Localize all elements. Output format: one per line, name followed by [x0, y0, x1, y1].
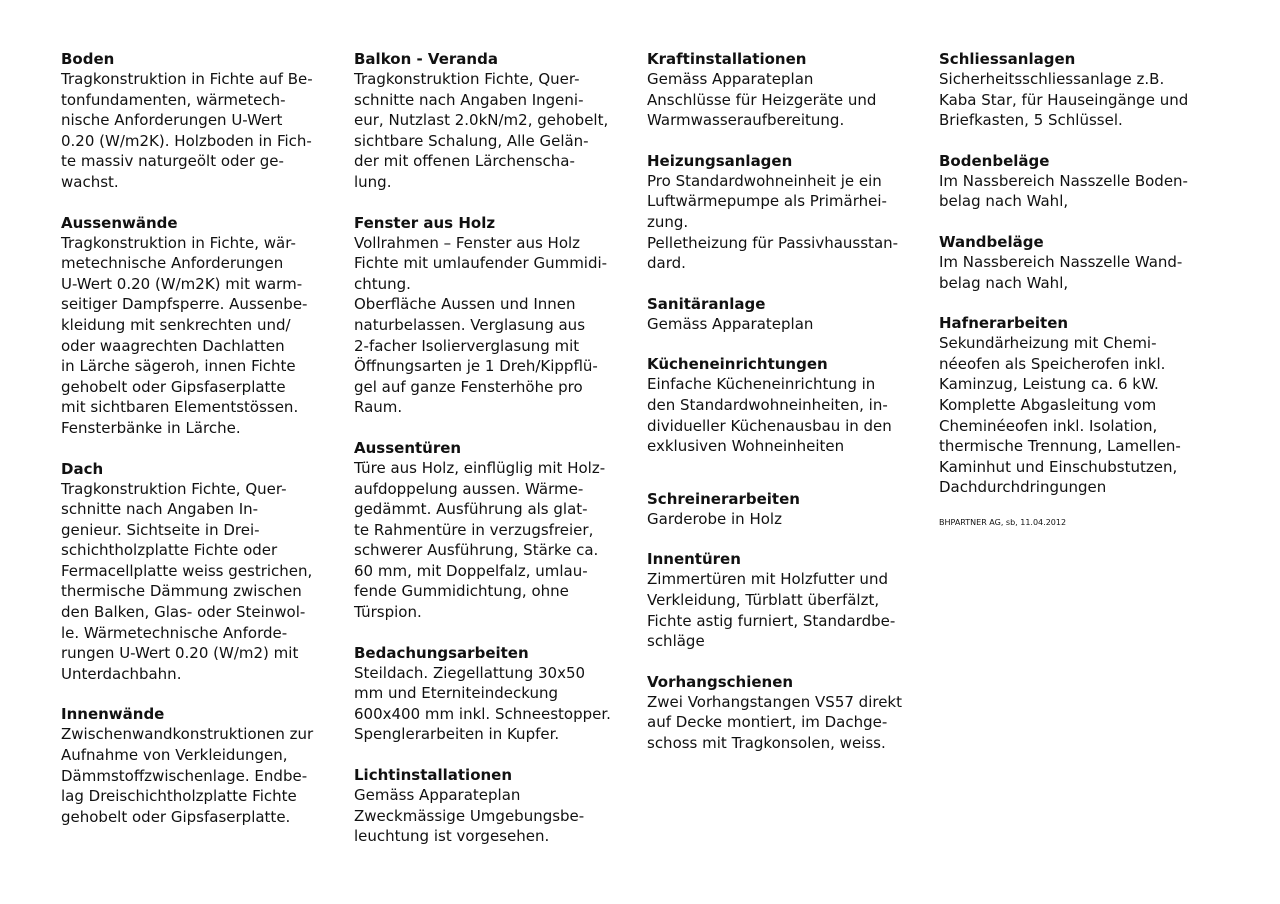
- section-title: Bodenbeläge: [939, 151, 1050, 170]
- section-title: Sanitäranlage: [647, 294, 766, 313]
- section-fenster: [354, 213, 634, 418]
- section-title: Hafnerarbeiten: [939, 314, 1069, 333]
- footer-note: BHPARTNER AG, sb, 11.04.2012: [939, 517, 1067, 527]
- section-boden: [61, 49, 341, 193]
- section-text: Zwischenwandkonstruktionen zur Aufnahme von Verkleidungen, Dämmstoffzwischenlage. Endbe- lag Dreischichtholzplatte Fichte gehobelt oder Gipsfaserplatte.: [61, 725, 314, 826]
- section-title: Balkon - Veranda: [354, 50, 498, 68]
- section-text: Garderobe in Holz: [647, 509, 782, 528]
- section-title: Lichtinstallationen: [354, 766, 513, 785]
- section-title: Wandbeläge: [939, 232, 1044, 251]
- section-text: Pro Standardwohneinheit je ein Luftwärmepumpe als Primärhei- zung. Pelletheizung für Passivhausstan- dard.: [647, 171, 899, 273]
- section-innentueren: [647, 549, 927, 651]
- column-4: [939, 49, 1229, 528]
- column-2: [354, 49, 634, 867]
- section-title: Kraftinstallationen: [647, 50, 807, 68]
- section-text: Sekundärheizung mit Chemi- néeofen als Speicherofen inkl. Kaminzug, Leistung ca. 6 kW. Komplette Abgasleitung vom Cheminéeofen inkl. Isolation, thermische Trennung, Lamellen- Kaminhut und Einschubstutzen, Dachdurchdringungen: [939, 334, 1181, 497]
- section-text: Steildach. Ziegellattung 30x50 mm und Eterniteindeckung 600x400 mm inkl. Schneestopper. Spenglerarbeiten in Kupfer.: [354, 663, 611, 744]
- section-kraftinstallationen: [647, 49, 927, 131]
- section-hafnerarbeiten: [939, 313, 1229, 498]
- section-lichtinstallationen: [354, 765, 634, 847]
- section-bedachungsarbeiten: [354, 643, 634, 745]
- section-schliessanlagen: [939, 49, 1229, 131]
- section-text: Im Nassbereich Nasszelle Boden- belag nach Wahl,: [939, 171, 1188, 211]
- section-title: Dach: [61, 459, 104, 478]
- section-text: Vollrahmen – Fenster aus Holz Fichte mit umlaufender Gummidi- chtung. Oberfläche Aussen und Innen naturbelassen. Verglasung aus 2-facher Isolierverglasung mit Öffnungsarten je 1 Dreh/Kippflü- gel auf ganze Fensterhöhe pro Raum.: [354, 233, 608, 417]
- section-text: Gemäss Apparateplan: [647, 314, 814, 333]
- section-text: Zwei Vorhangstangen VS57 direkt auf Decke montiert, im Dachge- schoss mit Tragkonsolen, weiss.: [647, 692, 902, 752]
- section-heizungsanlagen: [647, 151, 927, 274]
- section-title: Aussenwände: [61, 213, 178, 232]
- section-title: Boden: [61, 50, 115, 68]
- section-title: Innenwände: [61, 705, 165, 724]
- section-title: Schliessanlagen: [939, 50, 1076, 68]
- section-aussenwaende: [61, 213, 341, 439]
- section-text: Tragkonstruktion Fichte, Quer- schnitte nach Angaben In- genieur. Sichtseite in Drei- schichtholzplatte Fichte oder Fermacellplatte weiss gestrichen, thermische Dämmung zwischen den Balken, Glas- oder Steinwol- le. Wärmetechnische Anforde- rungen U-Wert 0.20 (W/m2) mit Unterdachbahn.: [61, 479, 313, 683]
- section-bodenbelaege: [939, 151, 1229, 212]
- column-1: [61, 49, 341, 847]
- section-text: Gemäss Apparateplan Zweckmässige Umgebungsbe- leuchtung ist vorgesehen.: [354, 786, 585, 846]
- section-text: Tragkonstruktion in Fichte, wär- metechnische Anforderungen U-Wert 0.20 (W/m2K) mit warm- seitiger Dampfsperre. Aussenbe- kleidung mit senkrechten und/ oder waagrechten Dachlatten in Lärche sägeroh, innen Fichte gehobelt oder Gipsfaserplatte mit sichtbaren Elementstössen. Fensterbänke in Lärche.: [61, 233, 308, 437]
- section-balkon-veranda: [354, 49, 634, 193]
- section-title: Kücheneinrichtungen: [647, 355, 828, 374]
- section-text: Sicherheitsschliessanlage z.B. Kaba Star, für Hauseingänge und Briefkasten, 5 Schlüssel.: [939, 70, 1189, 130]
- section-title: Innentüren: [647, 550, 741, 569]
- section-title: Fenster aus Holz: [354, 213, 496, 232]
- section-text: Tragkonstruktion in Fichte auf Be- tonfundamenten, wärmetech- nische Anforderungen U-Wert 0.20 (W/m2K). Holzboden in Fich- te massiv naturgeölt oder ge- wachst.: [61, 70, 313, 191]
- section-wandbelaege: [939, 232, 1229, 293]
- section-vorhangschienen: [647, 672, 927, 754]
- section-text: Im Nassbereich Nasszelle Wand- belag nach Wahl,: [939, 252, 1183, 292]
- section-text: Zimmertüren mit Holzfutter und Verkleidung, Türblatt überfälzt, Fichte astig furniert, Standardbe- schläge: [647, 570, 896, 651]
- section-title: Vorhangschienen: [647, 672, 794, 691]
- section-text: Einfache Kücheneinrichtung in den Standardwohneinheiten, in- dividueller Küchenausbau in den exklusiven Wohneinheiten: [647, 375, 892, 456]
- section-aussentueren: [354, 438, 634, 623]
- section-schreinerarbeiten: [647, 489, 927, 530]
- section-text: Tragkonstruktion Fichte, Quer- schnitte nach Angaben Ingeni- eur, Nutzlast 2.0kN/m2, gehobelt, sichtbare Schalung, Alle Gelän- der mit offenen Lärchenscha- lung.: [354, 70, 609, 191]
- section-title: Schreinerarbeiten: [647, 489, 800, 508]
- section-text: Türe aus Holz, einflüglig mit Holz- aufdoppelung aussen. Wärme- gedämmt. Ausführung als glat- te Rahmentüre in verzugsfreier, schwerer Ausführung, Stärke ca. 60 mm, mit Doppelfalz, umlau- fende Gummidichtung, ohne Türspion.: [354, 458, 606, 622]
- section-title: Bedachungsarbeiten: [354, 643, 529, 662]
- section-title: Aussentüren: [354, 438, 462, 457]
- section-kuecheneinrichtungen: [647, 354, 927, 456]
- section-title: Heizungsanlagen: [647, 151, 793, 170]
- section-text: Gemäss Apparateplan Anschlüsse für Heizgeräte und Warmwasseraufbereitung.: [647, 70, 877, 130]
- section-innenwaende: [61, 704, 341, 827]
- section-dach: [61, 459, 341, 685]
- column-3: [647, 49, 927, 773]
- section-sanitaeranlage: [647, 294, 927, 335]
